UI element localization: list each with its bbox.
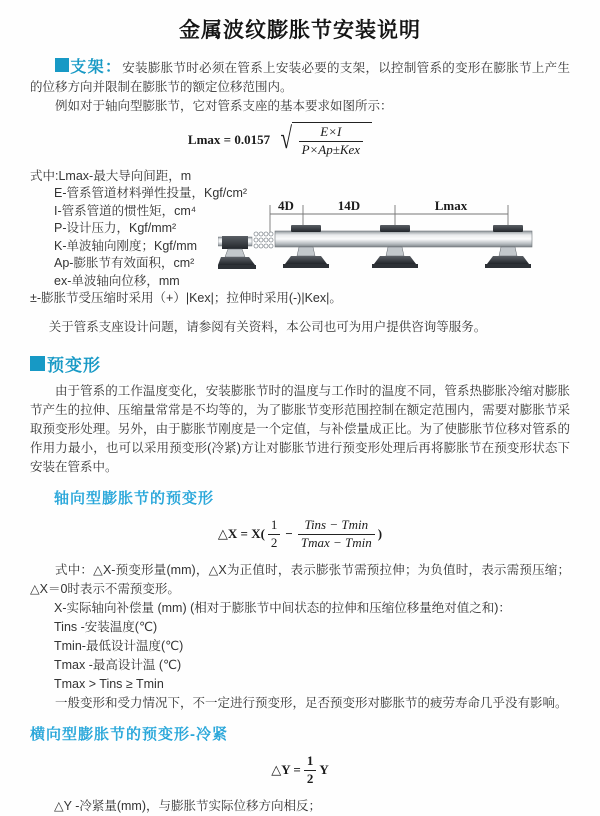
definition-line: K-单波轴向刚度；Kgf/mm (54, 238, 198, 253)
definition-line: ex-单波轴向位移，mm (54, 273, 180, 288)
axial-preset-formula (30, 518, 570, 551)
definition-line: E-管系管道材料弹性投量，Kgf/cm² (54, 186, 248, 201)
support-closing-text: 关于管系支座设计问题，请参阅有关资料，本公司也可为用户提供咨询等服务。 (48, 319, 487, 334)
preset-section-label: 预变形 (47, 355, 101, 375)
axial-formula-lhs: △X = X( (217, 526, 265, 542)
transverse-note-text: △Y -冷紧量(mm)，与膨胀节实际位移方向相反； (54, 798, 322, 813)
temperature-fraction: $\frac{\text{Tins − Tmin}}{Tmax - Tmin}$ (298, 518, 375, 551)
tmin-line: Tmin-最低设计温度(℃) (54, 638, 184, 653)
tmax-line: Tmax -最高设计温 (℃) (54, 657, 182, 672)
lmax-formula-numerator: E×I (299, 125, 364, 142)
support-paragraph (30, 58, 570, 97)
transverse-formula-lhs: △Y = (271, 762, 301, 778)
tins-line: Tins -安装温度(℃) (54, 619, 158, 634)
section-marker-icon (30, 356, 45, 371)
lmax-formula-denominator: P×Ap±Kex (301, 141, 361, 157)
lmax-formula-lhs: Lmax = 0.0157 (187, 131, 271, 147)
sqrt-sign-glyph: √ (280, 122, 293, 155)
x-definition-line: X-实际轴向补偿量 (mm) (相对于膨胀节中间状态的拉伸和压缩位移量绝对值之和)： (54, 600, 511, 615)
sqrt-radical (278, 122, 372, 158)
definition-line: 式中:Lmax-最大导向间距，m (30, 168, 192, 183)
page-title: 金属波纹膨胀节安装说明 (179, 19, 421, 42)
support-intro-text: 安装膨胀节时必须在管系上安装必要的支架，以控制管系的变形在膨胀节上产生的位移方向并限制在膨胀节的额定位移范围内。 (30, 61, 570, 94)
dim-label-4d: 4D (278, 197, 294, 213)
transverse-heading: 横向型膨胀节的预变形-冷紧 (30, 725, 228, 743)
axial-general-text: 一般变形和受力情况下，不一定进行预变形，足否预变形对膨胀节的疲劳寿命几乎没有影响。 (55, 695, 568, 710)
axial-formula-close: ) (377, 526, 383, 542)
definition-line: P-设计压力，Kgf/mm² (54, 221, 177, 236)
main-pipe (275, 231, 532, 247)
dim-label-lmax: Lmax (434, 197, 468, 213)
transverse-formula-rhs: Y (319, 762, 329, 778)
t-inequality-line: Tmax > Tins ≥ Tmin (54, 676, 164, 691)
bellows-icon (254, 232, 273, 248)
preset-body-text: 由于管系的工作温度变化，安装膨胀节时的温度与工作时的温度不同，管系热膨胀冷缩对膨胀节产生的拉伸、压缩量常常是不均等的，为了膨胀节变形范围控制在额定范围内，需要对膨胀节采取预变形处理。另外，由于膨胀节刚度是一个定值，与补偿量成正比。为了使膨胀节位移对管系的作用力最小，也可以采用预变形(冷紧)方让对膨胀节进行预变形处理后再将膨胀节在预变形状态下安装在管系中。 (30, 383, 570, 474)
dim-label-14d: 14D (337, 197, 361, 213)
section-marker-icon (55, 58, 69, 72)
pipe-support-diagram (218, 194, 570, 294)
definitions-block (30, 168, 570, 316)
support-example-text: 例如对于轴向型膨胀节，它对管系支座的基本要求如图所示： (55, 99, 393, 113)
half-fraction: $\frac{1}{2}$ (304, 754, 317, 787)
definition-line: ±-膨胀节受压缩时采用（+）|Kex|；拉伸时采用(-)|Kex|。 (30, 291, 342, 306)
lmax-formula (0, 122, 570, 158)
transverse-preset-formula (30, 754, 570, 787)
minus-operator: − (285, 526, 293, 542)
axial-explain-text: 式中：△X-预变形量(mm)，△X为正值时，表示膨张节需预拉伸；为负值时，表示需预压缩；△X＝0时表示不需预变形。 (30, 562, 570, 596)
definition-line: I-管系管道的惯性矩，cm⁴ (54, 203, 197, 218)
preset-section-header (30, 351, 570, 376)
axial-heading: 轴向型膨胀节的预变形 (54, 489, 215, 507)
definition-line: Ap-膨胀节有效面积，cm² (54, 256, 195, 271)
section-support-label: 支架： (70, 59, 123, 76)
half-fraction: $\frac{1}{2}$ (268, 518, 281, 551)
